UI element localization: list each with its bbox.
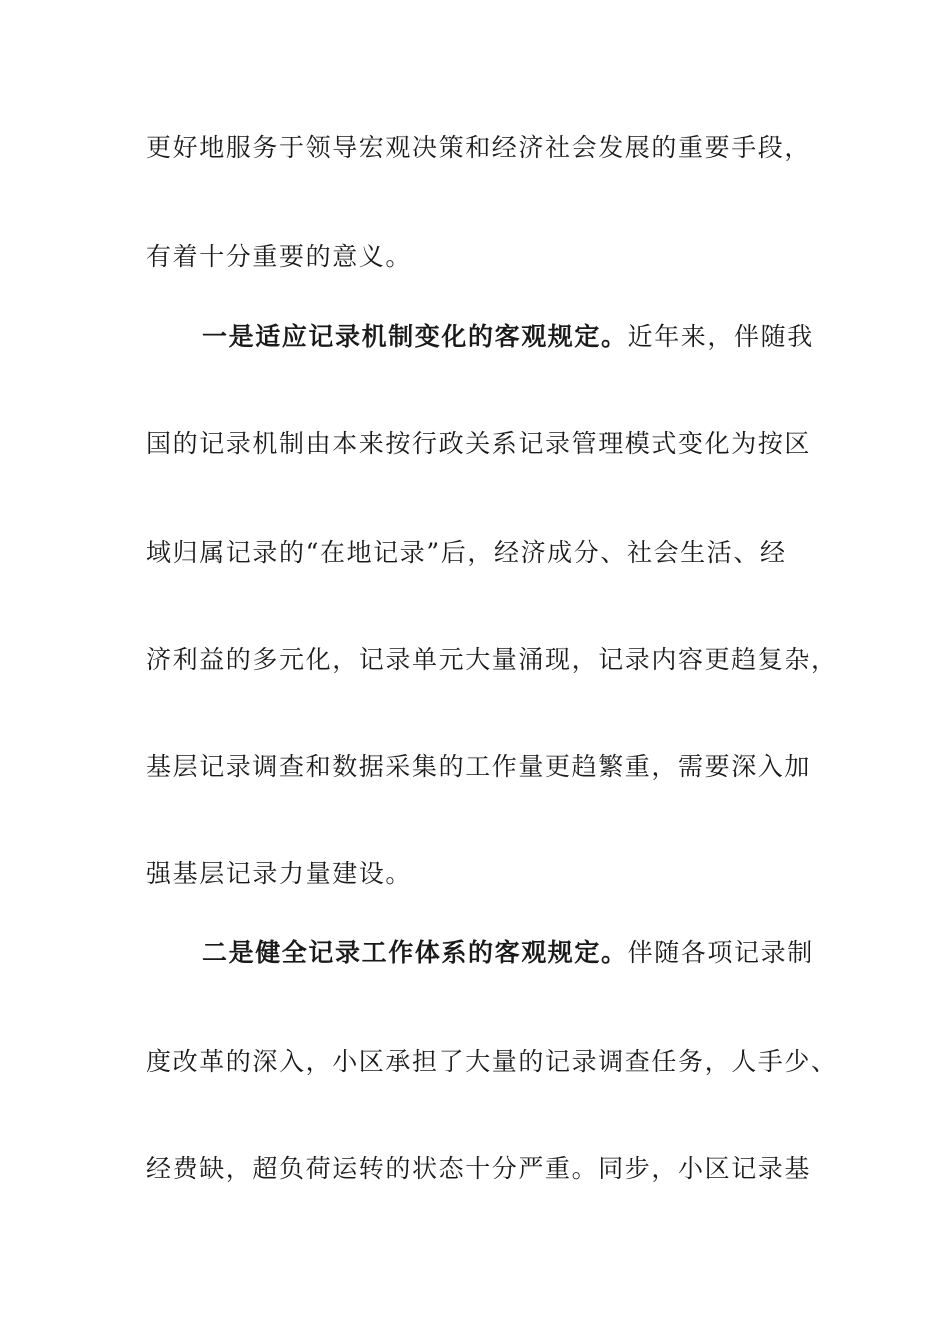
line-text: 更好地服务于领导宏观决策和经济社会发展的重要手段， xyxy=(146,133,812,162)
paragraph-line-5 xyxy=(146,536,806,570)
paragraph-line-8 xyxy=(146,857,806,891)
line-text: 强基层记录力量建设。 xyxy=(146,859,413,888)
paragraph-line-10 xyxy=(146,1045,838,1079)
line-text: 国的记录机制由本来按行政关系记录管理模式变化为按区 xyxy=(146,429,812,458)
line-text: 度改革的深入，小区承担了大量的记录调查任务，人手少、 xyxy=(146,1047,838,1076)
paragraph-line-11 xyxy=(146,1152,812,1186)
line-text: 有着十分重要的意义。 xyxy=(146,242,413,271)
paragraph-line-2 xyxy=(146,240,806,274)
paragraph-line-4 xyxy=(146,427,812,461)
section-heading-1: 一是适应记录机制变化的客观规定。 xyxy=(202,322,628,351)
line-text: 济利益的多元化，记录单元大量涌现，记录内容更趋复杂， xyxy=(146,645,838,674)
line-text: 经费缺，超负荷运转的状态十分严重。同步，小区记录基 xyxy=(146,1154,812,1183)
paragraph-line-3 xyxy=(202,320,862,354)
line-text: 基层记录调查和数据采集的工作量更趋繁重，需要深入加 xyxy=(146,752,812,781)
paragraph-line-9 xyxy=(202,936,862,970)
paragraph-line-7 xyxy=(146,750,812,784)
line-text: 域归属记录的“在地记录”后，经济成分、社会生活、经 xyxy=(146,538,787,567)
line-text: 伴随各项记录制 xyxy=(627,938,814,967)
section-heading-2: 二是健全记录工作体系的客观规定。 xyxy=(202,938,628,967)
line-text: 近年来，伴随我 xyxy=(627,322,814,351)
paragraph-line-6 xyxy=(146,643,838,677)
paragraph-line-1 xyxy=(146,131,812,165)
